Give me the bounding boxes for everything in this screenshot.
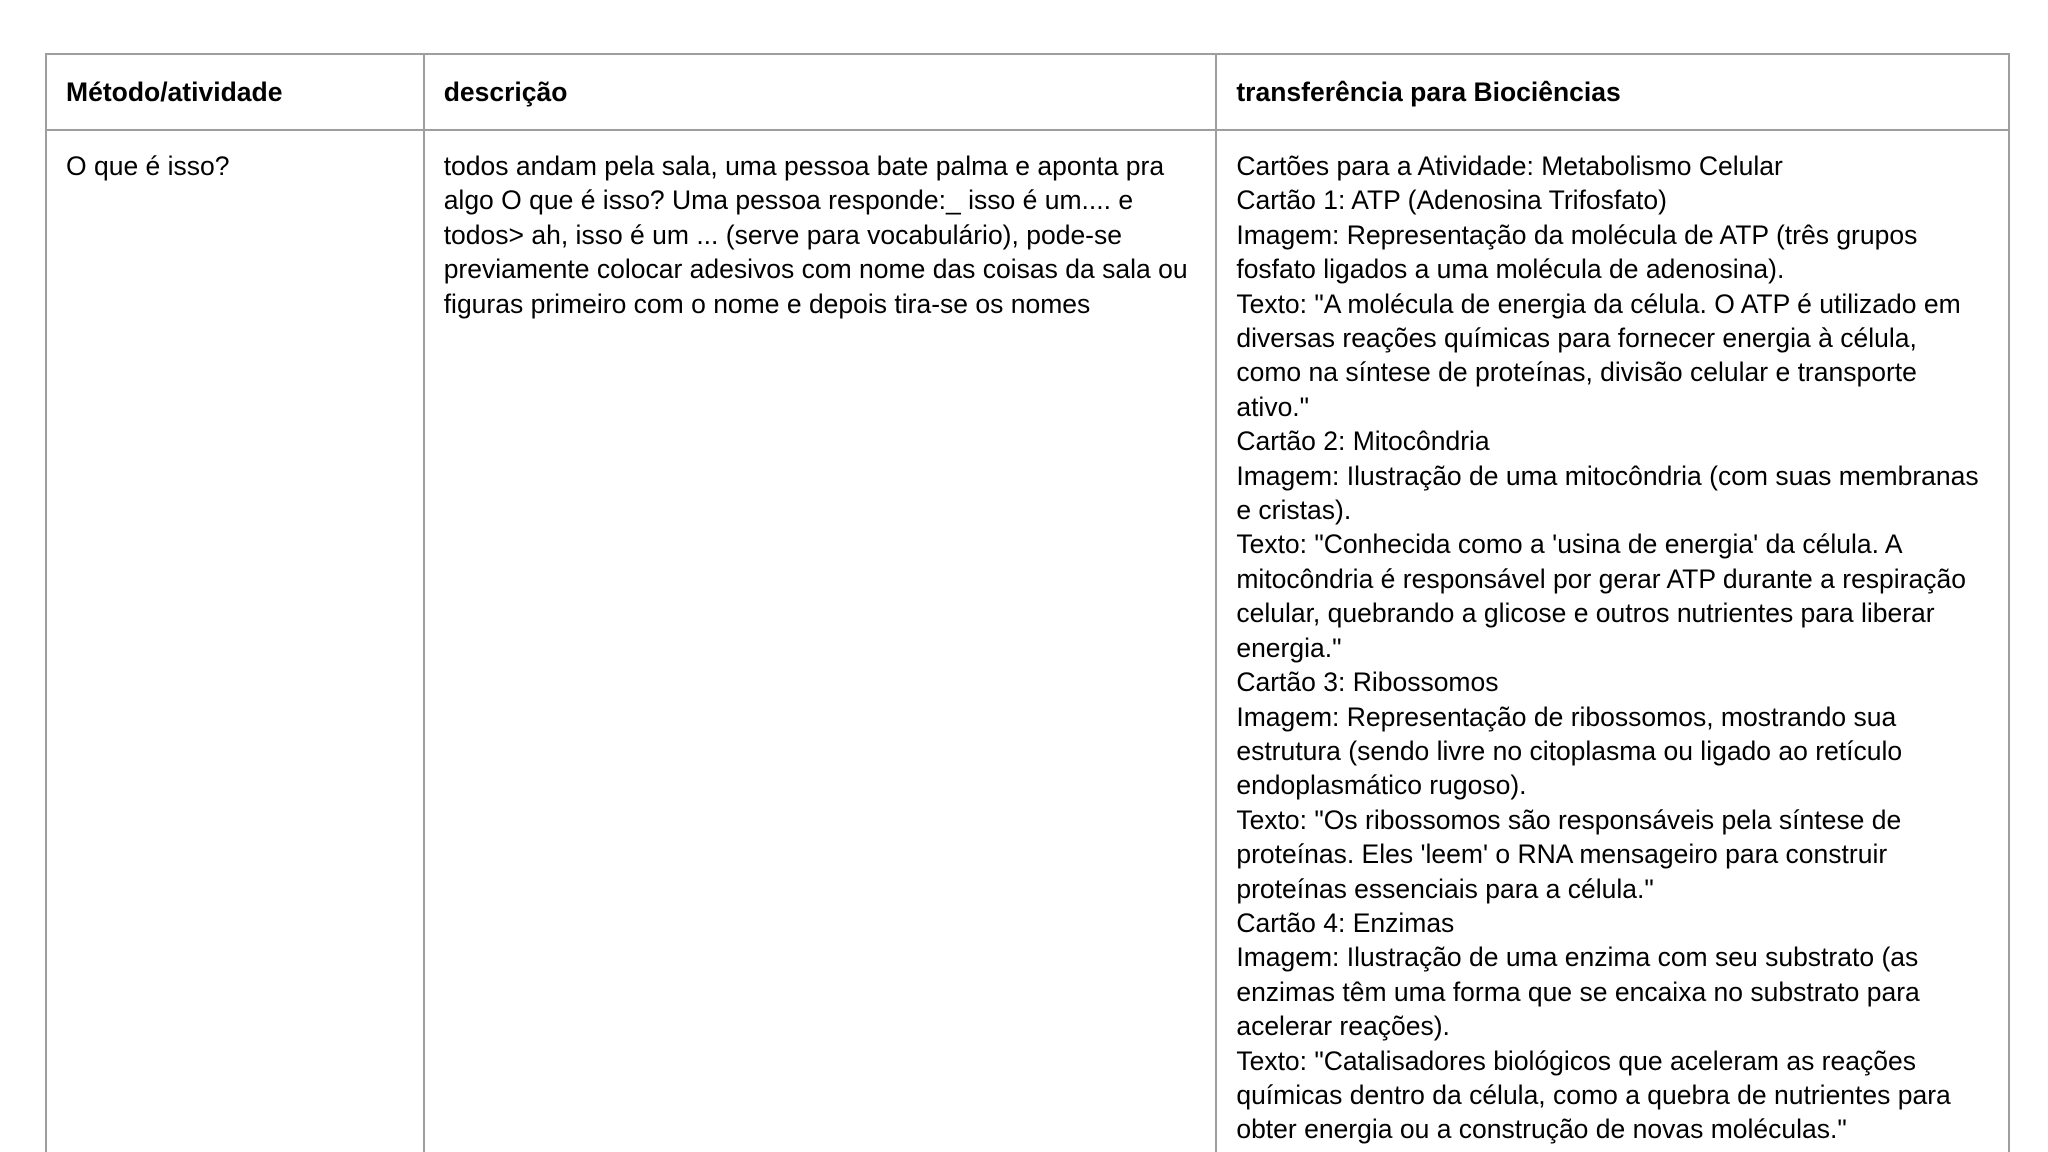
table-row xyxy=(46,130,2009,1152)
table-header-row xyxy=(46,54,2009,130)
transfer-line: Cartão 4: Enzimas xyxy=(1236,907,1455,938)
transfer-line: Cartão 2: Mitocôndria xyxy=(1236,426,1490,457)
cell-method: O que é isso? xyxy=(46,130,424,1152)
transfer-line: Texto: "Conhecida como a 'usina de energia' da célula. A mitocôndria é responsável por gerar ATP durante a respiração celular, quebrando a glicose e outros nutrientes para liberar energia." xyxy=(1236,529,1966,663)
transfer-line: Cartões para a Atividade: Metabolismo Celular xyxy=(1236,151,1783,181)
transfer-line: Imagem: Representação da molécula de ATP (três grupos fosfato ligados a uma molécula de adenosina). xyxy=(1236,219,1918,285)
transfer-line: Cartão 3: Ribossomos xyxy=(1236,667,1499,698)
transfer-line: Texto: "A molécula de energia da célula. O ATP é utilizado em diversas reações químicas para fornecer energia à célula, como na síntese de proteínas, divisão celular e transporte ativo." xyxy=(1236,288,1961,422)
transfer-line: Texto: "Catalisadores biológicos que aceleram as reações químicas dentro da célula, como a quebra de nutrientes para obter energia ou a construção de novas moléculas." xyxy=(1236,1045,1951,1145)
cell-description: todos andam pela sala, uma pessoa bate palma e aponta pra algo O que é isso? Uma pessoa responde:_ isso é um.... e todos> ah, isso é um ... (serve para vocabulário), pode-se previamente colocar adesivos com nome das coisas da sala ou figuras primeiro com o nome e depois tira-se os nomes xyxy=(424,130,1217,1152)
header-transfer: transferência para Biociências xyxy=(1216,54,2009,130)
header-description: descrição xyxy=(424,54,1217,130)
header-method: Método/atividade xyxy=(46,54,424,130)
transfer-line: Texto: "Os ribossomos são responsáveis pela síntese de proteínas. Eles 'leem' o RNA mensageiro para construir proteínas essenciais para a célula." xyxy=(1236,804,1902,904)
activities-table xyxy=(45,53,2010,1152)
transfer-line: Imagem: Representação de ribossomos, mostrando sua estrutura (sendo livre no citoplasma ou ligado ao retículo endoplasmático rugoso). xyxy=(1236,701,1903,801)
transfer-line: Cartão 1: ATP (Adenosina Trifosfato) xyxy=(1236,185,1667,216)
transfer-line: Imagem: Ilustração de uma enzima com seu substrato (as enzimas têm uma forma que se encaixa no substrato para acelerar reações). xyxy=(1236,942,1920,1042)
transfer-line: Imagem: Ilustração de uma mitocôndria (com suas membranas e cristas). xyxy=(1236,460,1979,526)
cell-transfer xyxy=(1216,130,2009,1152)
